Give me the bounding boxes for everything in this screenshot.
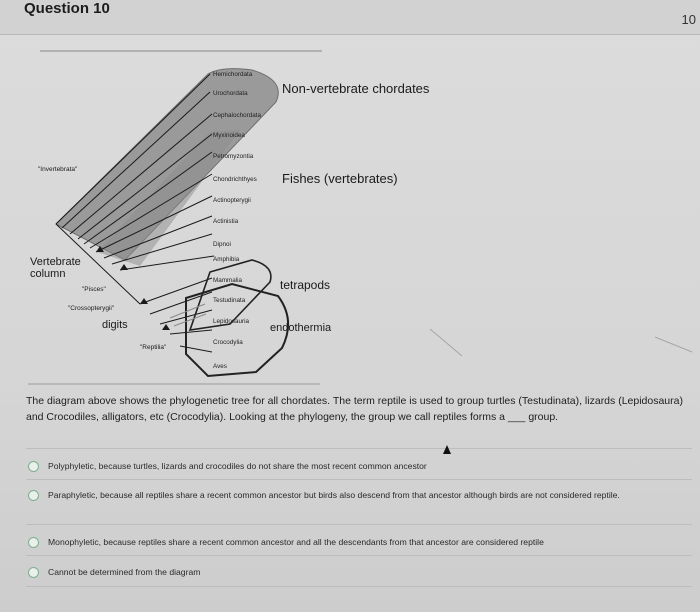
options-divider xyxy=(26,555,692,556)
taxon-label: Actinopterygii xyxy=(213,197,251,204)
node-label-digits: digits xyxy=(102,319,128,331)
taxon-label: Myxinoidea xyxy=(213,132,245,139)
options-divider xyxy=(26,586,692,587)
group-label-tetrapods: tetrapods xyxy=(280,278,331,292)
answer-option-paraphyletic[interactable] xyxy=(28,489,648,501)
taxon-label: Crocodylia xyxy=(213,339,243,346)
question-prompt: The diagram above shows the phylogenetic tree for all chordates. The term reptile is used to group turtles (Testudinata), lizards (Lepidosaura) and Crocodiles, alligators, etc (Crocodylia). Looking at the phylogeny, the group we call reptiles forms a ___ group. xyxy=(26,395,683,423)
taxon-label: Cephalochordata xyxy=(213,112,261,119)
taxon-label: Mammalia xyxy=(213,277,243,284)
node-label-reptilia: "Reptilia" xyxy=(140,344,167,351)
stray-mark xyxy=(430,329,462,356)
node-label-vertebrate-column xyxy=(30,256,84,280)
tree-outer-band xyxy=(56,69,278,260)
stray-mark xyxy=(655,337,692,352)
radio-button[interactable] xyxy=(28,461,39,472)
answer-option-polyphyletic[interactable] xyxy=(28,460,668,472)
taxon-label: Testudinata xyxy=(213,297,246,304)
question-points: 10 xyxy=(681,12,696,27)
vertebrate-label-line: column xyxy=(30,268,66,280)
options-divider xyxy=(26,479,692,480)
question-title: Question 10 xyxy=(24,0,110,17)
radio-button[interactable] xyxy=(28,490,39,501)
node-label-pisces: "Pisces" xyxy=(82,286,106,293)
vertebrate-label-line: Vertebrate xyxy=(30,256,81,268)
phylogenetic-tree-diagram xyxy=(0,34,700,390)
taxon-label: Hemichordata xyxy=(213,71,253,78)
taxon-label: Aves xyxy=(213,363,227,370)
node-label-crossopterygii: "Crossopterygii" xyxy=(68,305,115,312)
taxon-label: Chondrichthyes xyxy=(213,176,257,183)
taxon-label: Urochordata xyxy=(213,90,248,97)
radio-button[interactable] xyxy=(28,567,39,578)
options-divider xyxy=(26,524,692,525)
answer-option-text: Paraphyletic, because all reptiles share a recent common ancestor but birds also descend from that ancestor although birds are not considered reptile. xyxy=(48,490,620,500)
answer-option-text: Polyphyletic, because turtles, lizards and crocodiles do not share the most recent common ancestor xyxy=(48,461,427,471)
answer-option-text: Cannot be determined from the diagram xyxy=(48,567,201,577)
scribble-marks xyxy=(170,304,206,326)
question-header xyxy=(0,0,700,35)
taxon-label: Dipnoi xyxy=(213,241,231,248)
taxon-label: Actinistia xyxy=(213,218,239,225)
taxon-label: Lepidosauria xyxy=(213,318,250,325)
group-label-endothermia: endothermia xyxy=(270,322,332,334)
taxon-label: Petromyzontia xyxy=(213,153,254,160)
radio-button[interactable] xyxy=(28,537,39,548)
group-label-non-vertebrate: Non-vertebrate chordates xyxy=(282,81,430,96)
answer-option-undetermined[interactable] xyxy=(28,566,668,578)
mouse-cursor-icon xyxy=(443,445,451,454)
taxon-label: Amphibia xyxy=(213,256,240,263)
answer-option-text: Monophyletic, because reptiles share a recent common ancestor and all the descendants from that ancestor are considered reptile xyxy=(48,537,544,547)
answer-option-monophyletic[interactable] xyxy=(28,536,668,548)
options-divider xyxy=(26,448,692,449)
group-label-fishes: Fishes (vertebrates) xyxy=(282,171,398,186)
node-label-invertebrata: "Invertebrata" xyxy=(38,166,78,173)
